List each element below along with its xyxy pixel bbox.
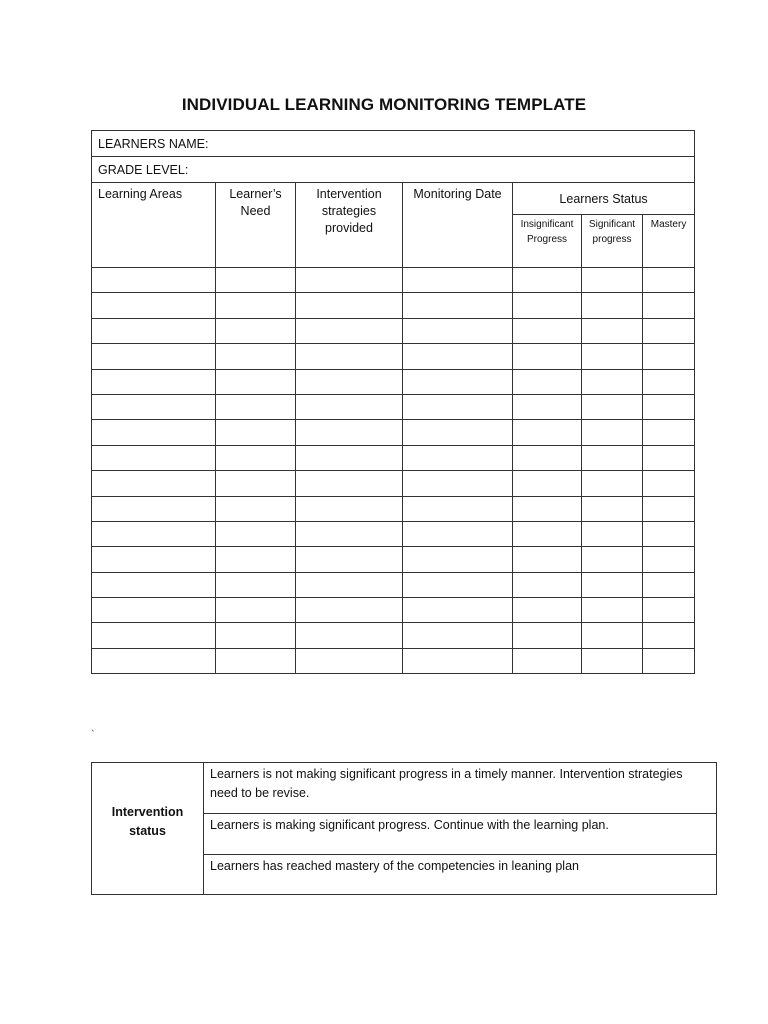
table-cell[interactable] xyxy=(643,445,695,470)
legend-item-mastery: Learners has reached mastery of the competencies in leaning plan xyxy=(204,855,717,895)
table-cell[interactable] xyxy=(403,471,513,496)
header-intervention-line2: strategies xyxy=(321,204,377,218)
table-row xyxy=(92,598,695,623)
table-cell[interactable] xyxy=(92,471,216,496)
table-row xyxy=(92,496,695,521)
table-cell[interactable] xyxy=(582,623,643,648)
table-cell[interactable] xyxy=(643,623,695,648)
legend-item-insignificant: Learners is not making significant progress in a timely manner. Intervention strategies need to be revise. xyxy=(204,763,717,814)
blank-rows xyxy=(92,268,695,674)
table-cell[interactable] xyxy=(513,293,582,318)
table-cell[interactable] xyxy=(513,369,582,394)
table-row xyxy=(92,547,695,572)
table-cell[interactable] xyxy=(582,572,643,597)
table-cell[interactable] xyxy=(513,547,582,572)
table-row xyxy=(92,293,695,318)
monitoring-table xyxy=(91,130,695,674)
table-cell[interactable] xyxy=(296,293,403,318)
legend-label-line2: status xyxy=(129,823,166,838)
table-cell[interactable] xyxy=(216,623,296,648)
table-cell[interactable] xyxy=(582,268,643,293)
table-cell[interactable] xyxy=(643,369,695,394)
table-row xyxy=(92,623,695,648)
header-intervention-line1: Intervention xyxy=(316,187,382,201)
table-cell[interactable] xyxy=(296,572,403,597)
table-cell[interactable] xyxy=(403,648,513,673)
table-row xyxy=(92,471,695,496)
table-cell[interactable] xyxy=(513,496,582,521)
table-cell[interactable] xyxy=(216,369,296,394)
table-row xyxy=(92,648,695,673)
table-cell[interactable] xyxy=(403,394,513,419)
table-cell[interactable] xyxy=(216,445,296,470)
table-cell[interactable] xyxy=(513,420,582,445)
header-monitoring-date: Monitoring Date xyxy=(403,183,513,268)
table-cell[interactable] xyxy=(513,521,582,546)
table-cell[interactable] xyxy=(296,268,403,293)
subheader-significant-progress xyxy=(582,215,643,268)
table-cell[interactable] xyxy=(92,420,216,445)
table-row xyxy=(92,572,695,597)
header-intervention-strategies xyxy=(296,183,403,268)
table-cell[interactable] xyxy=(582,598,643,623)
subheader-significant-line1: Significant xyxy=(588,219,636,230)
table-cell[interactable] xyxy=(216,598,296,623)
table-cell[interactable] xyxy=(296,369,403,394)
table-cell[interactable] xyxy=(513,394,582,419)
table-cell[interactable] xyxy=(92,394,216,419)
table-row xyxy=(92,521,695,546)
table-row xyxy=(92,344,695,369)
grade-level-row xyxy=(92,157,695,183)
subheader-mastery: Mastery xyxy=(643,215,695,268)
table-cell[interactable] xyxy=(216,547,296,572)
table-cell[interactable] xyxy=(513,572,582,597)
table-cell[interactable] xyxy=(92,268,216,293)
table-cell[interactable] xyxy=(403,445,513,470)
table-cell[interactable] xyxy=(403,344,513,369)
table-cell[interactable] xyxy=(296,420,403,445)
table-cell[interactable] xyxy=(92,293,216,318)
table-cell[interactable] xyxy=(92,496,216,521)
table-row xyxy=(92,369,695,394)
table-row xyxy=(92,394,695,419)
table-cell[interactable] xyxy=(643,394,695,419)
table-cell[interactable] xyxy=(296,547,403,572)
table-cell[interactable] xyxy=(582,369,643,394)
subheader-insignificant-progress xyxy=(513,215,582,268)
table-cell[interactable] xyxy=(403,572,513,597)
table-cell[interactable] xyxy=(403,521,513,546)
table-cell[interactable] xyxy=(216,420,296,445)
table-row xyxy=(92,318,695,343)
header-intervention-line3: provided xyxy=(325,221,373,235)
table-cell[interactable] xyxy=(513,471,582,496)
table-cell[interactable] xyxy=(92,623,216,648)
table-cell[interactable] xyxy=(582,445,643,470)
legend-row xyxy=(92,763,717,814)
table-cell[interactable] xyxy=(643,344,695,369)
table-cell[interactable] xyxy=(582,471,643,496)
table-cell[interactable] xyxy=(92,572,216,597)
table-cell[interactable] xyxy=(92,369,216,394)
table-cell[interactable] xyxy=(643,293,695,318)
table-row xyxy=(92,268,695,293)
table-cell[interactable] xyxy=(92,598,216,623)
table-cell[interactable] xyxy=(403,293,513,318)
table-cell[interactable] xyxy=(296,318,403,343)
table-cell[interactable] xyxy=(403,547,513,572)
table-cell[interactable] xyxy=(216,521,296,546)
table-cell[interactable] xyxy=(216,648,296,673)
table-cell[interactable] xyxy=(513,623,582,648)
table-cell[interactable] xyxy=(582,648,643,673)
legend-item-significant: Learners is making significant progress. Continue with the learning plan. xyxy=(204,814,717,855)
learners-name-field[interactable]: LEARNERS NAME: xyxy=(92,131,695,157)
table-cell[interactable] xyxy=(216,572,296,597)
subheader-insignificant-line2: Progress xyxy=(526,234,567,245)
table-cell[interactable] xyxy=(643,318,695,343)
header-learners-need xyxy=(216,183,296,268)
table-cell[interactable] xyxy=(582,521,643,546)
table-cell[interactable] xyxy=(216,471,296,496)
table-cell[interactable] xyxy=(296,496,403,521)
table-cell[interactable] xyxy=(643,268,695,293)
table-cell[interactable] xyxy=(92,648,216,673)
table-cell[interactable] xyxy=(403,318,513,343)
table-row xyxy=(92,445,695,470)
header-learners-need-line1: Learner’s xyxy=(229,187,282,201)
intervention-status-legend xyxy=(91,762,717,895)
subheader-significant-line2: progress xyxy=(592,234,632,245)
table-cell[interactable] xyxy=(216,394,296,419)
table-cell[interactable] xyxy=(513,598,582,623)
table-cell[interactable] xyxy=(92,445,216,470)
table-cell[interactable] xyxy=(296,598,403,623)
table-cell[interactable] xyxy=(296,648,403,673)
header-learning-areas: Learning Areas xyxy=(92,183,216,268)
table-cell[interactable] xyxy=(582,318,643,343)
table-cell[interactable] xyxy=(216,293,296,318)
table-cell[interactable] xyxy=(92,318,216,343)
table-cell[interactable] xyxy=(403,623,513,648)
table-cell[interactable] xyxy=(643,547,695,572)
table-cell[interactable] xyxy=(643,648,695,673)
subheader-insignificant-line1: Insignificant xyxy=(520,219,574,230)
table-cell[interactable] xyxy=(582,344,643,369)
table-cell[interactable] xyxy=(92,521,216,546)
header-learners-need-line2: Need xyxy=(240,204,271,218)
table-cell[interactable] xyxy=(403,420,513,445)
legend-label-line1: Intervention xyxy=(111,804,184,819)
table-cell[interactable] xyxy=(296,445,403,470)
table-cell[interactable] xyxy=(296,471,403,496)
table-cell[interactable] xyxy=(643,521,695,546)
table-cell[interactable] xyxy=(403,268,513,293)
table-cell[interactable] xyxy=(513,648,582,673)
table-cell[interactable] xyxy=(216,496,296,521)
stray-mark: ` xyxy=(91,729,95,741)
table-cell[interactable] xyxy=(513,268,582,293)
table-cell[interactable] xyxy=(296,344,403,369)
table-cell[interactable] xyxy=(296,623,403,648)
legend-label xyxy=(92,763,204,895)
table-cell[interactable] xyxy=(403,369,513,394)
table-cell[interactable] xyxy=(643,496,695,521)
table-cell[interactable] xyxy=(582,394,643,419)
table-cell[interactable] xyxy=(216,344,296,369)
table-cell[interactable] xyxy=(582,547,643,572)
table-cell[interactable] xyxy=(216,318,296,343)
table-cell[interactable] xyxy=(582,420,643,445)
table-cell[interactable] xyxy=(296,394,403,419)
table-cell[interactable] xyxy=(582,496,643,521)
table-cell[interactable] xyxy=(513,344,582,369)
column-header-row xyxy=(92,183,695,215)
table-cell[interactable] xyxy=(92,547,216,572)
table-cell[interactable] xyxy=(643,572,695,597)
table-cell[interactable] xyxy=(216,268,296,293)
page-title: INDIVIDUAL LEARNING MONITORING TEMPLATE xyxy=(181,95,587,114)
table-cell[interactable] xyxy=(403,598,513,623)
table-cell[interactable] xyxy=(403,496,513,521)
table-cell[interactable] xyxy=(92,344,216,369)
learners-name-row xyxy=(92,131,695,157)
header-learners-status: Learners Status xyxy=(513,183,695,215)
table-cell[interactable] xyxy=(643,471,695,496)
table-row xyxy=(92,420,695,445)
table-cell[interactable] xyxy=(513,318,582,343)
table-cell[interactable] xyxy=(513,445,582,470)
grade-level-field[interactable]: GRADE LEVEL: xyxy=(92,157,695,183)
table-cell[interactable] xyxy=(643,598,695,623)
table-cell[interactable] xyxy=(582,293,643,318)
table-cell[interactable] xyxy=(296,521,403,546)
table-cell[interactable] xyxy=(643,420,695,445)
